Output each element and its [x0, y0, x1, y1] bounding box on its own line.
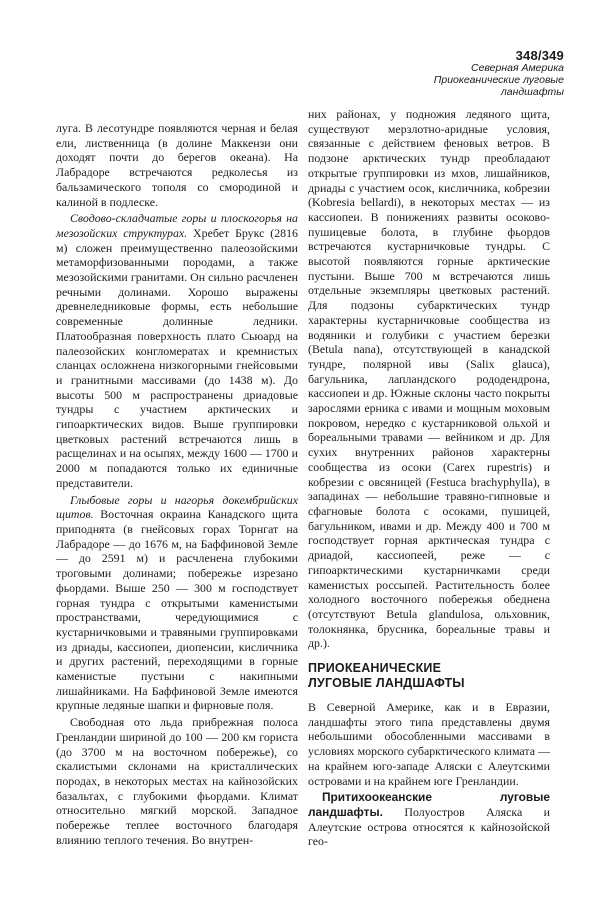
paragraph-body: Полуостров Аляска и Алеутские острова относятся к кайнозойской гео-	[308, 804, 550, 849]
paragraph: В Северной Америке, как и в Евразии, ландшафты этого типа представлены двумя небольшими обособленными массивами в условиях морского субарктического климата — на крайнем юго-западе Аляски с Алеутскими островами и на крайнем юге Гренландии.	[308, 700, 550, 788]
page-numbers: 348/349	[515, 48, 564, 63]
left-column	[56, 121, 298, 847]
paragraph-body: Хребет Брукс (2816 м) сложен преимущественно палеозойскими метаморфизованными породами, а также мезозойскими гранитами. Он сильно расчленен речными долинами. Хорошо выражены древнеледниковые формы, есть небольшие современные долинные ледники. Платообразная поверхность плато Сьюард на палеозойских конгломератах и кремнистых сланцах осложнена низкогорными гнейсовыми и гранитными массивами (до 1438 м). До высоты 500 м распространены дриадовые тундры с участием арктических и гипоарктических видов. Выше группировки цветковых растений встречаются лишь в расщелинах и на осыпях, между 1600 — 1700 и 2000 м попадаются только их единичные представители.	[56, 225, 298, 490]
subsection-heading: Глыбовые горы и нагорья докембрийских щитов.	[56, 492, 298, 522]
subsection-heading: Притихоокеанские луговые ландшафты.	[308, 790, 550, 819]
running-header-section: Приокеанические луговые	[433, 74, 564, 86]
section-title-line: ЛУГОВЫЕ ЛАНДШАФТЫ	[308, 675, 465, 690]
paragraph-body: Восточная окраина Канадского щита приподнята (в гнейсовых горах Торнгат на Лабрадоре — до 1676 м, на Баффиновой Земле — до 2591 м) и расчленена глубокими троговыми долинами; побережье изрезано фьордами. Выше 250 — 300 м господствует горная тундра с открытыми каменистыми пространствами, чередующимися с кустарничковыми и травяными группировками из дриады, кассиопеи, диопенсии, кисличника и других растений, переходящими в горные каменистые пустыни с накипными лишайниками. На Баффиновой Земле имеются крупные ледяные шапки и фирновые поля.	[56, 507, 298, 713]
subsection-heading: Сводово-складчатые горы и плоскогорья на мезозойских структурах.	[56, 211, 298, 240]
right-column	[308, 107, 550, 849]
paragraph	[56, 493, 298, 714]
section-title-line: ПРИОКЕАНИЧЕСКИЕ	[308, 661, 442, 676]
paragraph: луга. В лесотундре появляются черная и белая ели, лиственница (в долине Маккензи они доходят почти до берегов океана). На Лабрадоре встречаются редколесья из бальзамического тополя со смородиной и калиной в подлеске.	[56, 121, 298, 209]
running-header-section-cont: ландшафты	[500, 86, 564, 98]
running-header	[364, 50, 564, 98]
paragraph	[308, 790, 550, 849]
paragraph	[56, 211, 298, 490]
running-header-region: Северная Америка	[470, 62, 564, 74]
section-title	[308, 661, 550, 690]
paragraph: Свободная ото льда прибрежная полоса Гренландии шириной до 100 — 200 км гориста (до 3700 м на восточном побережье), со скалистыми склонами на кристаллических породах, в некоторых местах на кайнозойских базальтах, с глубокими фьордами. Климат относительно мягкий морской. Западное побережье теплее восточного благодаря влиянию теплого течения. Во внутрен-	[56, 715, 298, 847]
paragraph: них районах, у подножия ледяного щита, существуют мерзлотно-аридные условия, связанные с действием феновых ветров. В подзоне арктических тундр преобладают открытые группировки из мхов, лишайников, дриады с участием осок, кисличника, кобрезии (Kobresia bellardi), в некоторых местах — из кассиопеи. В понижениях развиты осоково-пушицевые болота, в глубине фьордов встречаются кустарничковые тундры. С высотой появляются горные арктические пустыни. Выше 700 м встречаются лишь отдельные экземпляры цветковых растений. Для подзоны субарктических тундр характерны кустарничковые сообщества из водяники и голубики с участием березки (Betula nana), отсутствующей в канадской тундре, полярной ивы (Salix glauca), багульника, лапландского рододендрона, кассиопеи и др. Южные склоны часто покрыты зарослями ерника с ивами и мощным моховым покровом, нередко с кустарниковой ольхой и бореальными травами — вейником и др. Для сухих внутренних районов характерны сообщества из осоки (Carex rupestris) и кобрезии с овсяницей (Festuca brachyphylla), в западинах — небольшие травяно-гипновые и сфагновые болота с осоками, пушицей, багульником, ивами и др. Между 400 и 700 м господствует горная арктическая тундра с дриадой, кассиопеей, реже — с гипоарктическими кустарничками среди каменистых россыпей. Растительность более холодного восточного побережья обеднена (отсутствуют Betula glandulosa, ольховник, толокнянка, брусника, бореальные травы и др.).	[308, 107, 550, 651]
